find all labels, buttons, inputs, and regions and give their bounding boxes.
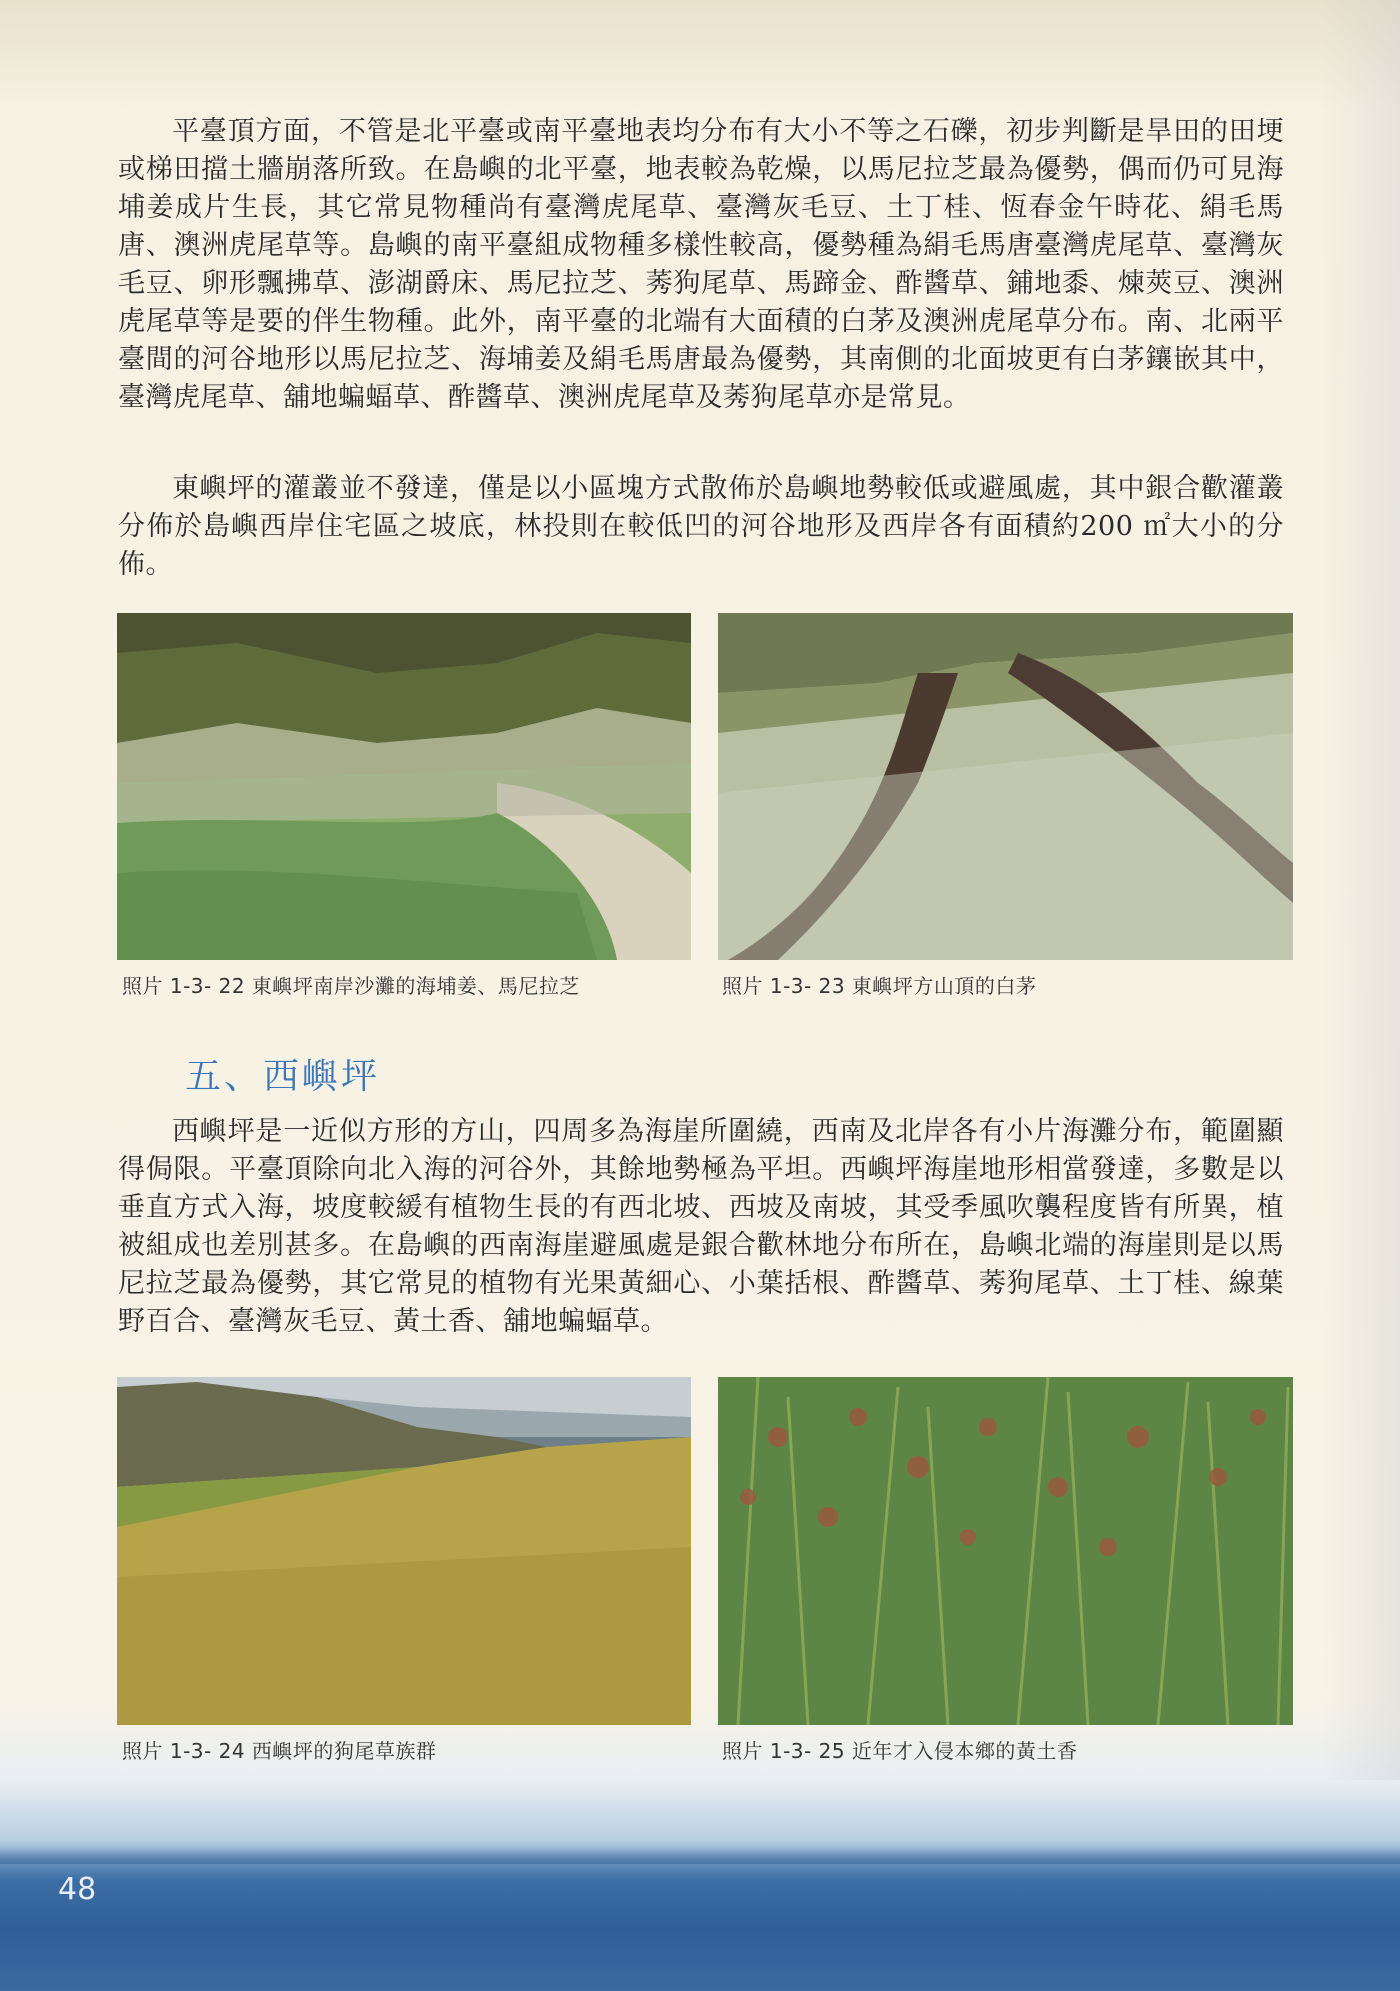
paragraph-xiyuping: 西嶼坪是一近似方形的方山，四周多為海崖所圍繞，西南及北岸各有小片海灘分布，範圍顯得侷限。平臺頂除向北入海的河谷外，其餘地勢極為平坦。西嶼坪海崖地形相當發達，多數是以垂直方式入海，坡度較緩有植物生長的有西北坡、西坡及南坡，其受季風吹襲程度皆有所異，植被組成也差別甚多。在島嶼的西南海崖避風處是銀合歡林地分布所在，島嶼北端的海崖則是以馬尼拉芝最為優勢，其它常見的植物有光果黃細心、小葉括根、酢醬草、莠狗尾草、土丁桂、線葉野百合、臺灣灰毛豆、黃土香、舖地蝙蝠草。 bbox=[118, 1116, 1284, 1337]
photo-1-3-24 bbox=[117, 1377, 691, 1725]
top-fade bbox=[0, 0, 1400, 110]
paragraph-plateau: 平臺頂方面，不管是北平臺或南平臺地表均分布有大小不等之石礫，初步判斷是旱田的田埂或梯田擋土牆崩落所致。在島嶼的北平臺，地表較為乾燥，以馬尼拉芝最為優勢，偶而仍可見海埔姜成片生長，其它常見物種尚有臺灣虎尾草、臺灣灰毛豆、土丁桂、恆春金午時花、絹毛馬唐、澳洲虎尾草等。島嶼的南平臺組成物種多樣性較高，優勢種為絹毛馬唐臺灣虎尾草、臺灣灰毛豆、卵形飄拂草、澎湖爵床、馬尼拉芝、莠狗尾草、馬蹄金、酢醬草、鋪地黍、煉莢豆、澳洲虎尾草等是要的伴生物種。此外，南平臺的北端有大面積的白茅及澳洲虎尾草分布。南、北兩平臺間的河谷地形以馬尼拉芝、海埔姜及絹毛馬唐最為優勢，其南側的北面坡更有白茅鑲嵌其中，臺灣虎尾草、舖地蝙蝠草、酢醬草、澳洲虎尾草及莠狗尾草亦是常見。 bbox=[118, 116, 1284, 413]
caption-photo-25: 照片 1-3- 25 近年才入侵本鄉的黃土香 bbox=[722, 1739, 1078, 1763]
caption-photo-24: 照片 1-3- 24 西嶼坪的狗尾草族群 bbox=[122, 1739, 437, 1763]
photo-1-3-22 bbox=[117, 613, 691, 960]
paragraph-shrubs: 東嶼坪的灌叢並不發達，僅是以小區塊方式散佈於島嶼地勢較低或避風處，其中銀合歡灌叢分佈於島嶼西岸住宅區之坡底，林投則在較低凹的河谷地形及西岸各有面積約200 ㎡大小的分佈。 bbox=[118, 473, 1284, 580]
page-number: 48 bbox=[58, 1872, 97, 1907]
photo-1-3-23 bbox=[718, 613, 1293, 960]
section-title: 五、西嶼坪 bbox=[185, 1056, 381, 1097]
photo-25-image bbox=[718, 1377, 1293, 1725]
right-shadow bbox=[1320, 0, 1400, 1780]
photo-22-image bbox=[117, 613, 691, 960]
photo-1-3-25 bbox=[718, 1377, 1293, 1725]
caption-photo-23: 照片 1-3- 23 東嶼坪方山頂的白茅 bbox=[722, 974, 1037, 998]
photo-23-image bbox=[718, 613, 1293, 960]
caption-photo-22: 照片 1-3- 22 東嶼坪南岸沙灘的海埔姜、馬尼拉芝 bbox=[122, 974, 580, 998]
sea-horizon bbox=[0, 1848, 1400, 1864]
photo-24-image bbox=[117, 1377, 691, 1725]
